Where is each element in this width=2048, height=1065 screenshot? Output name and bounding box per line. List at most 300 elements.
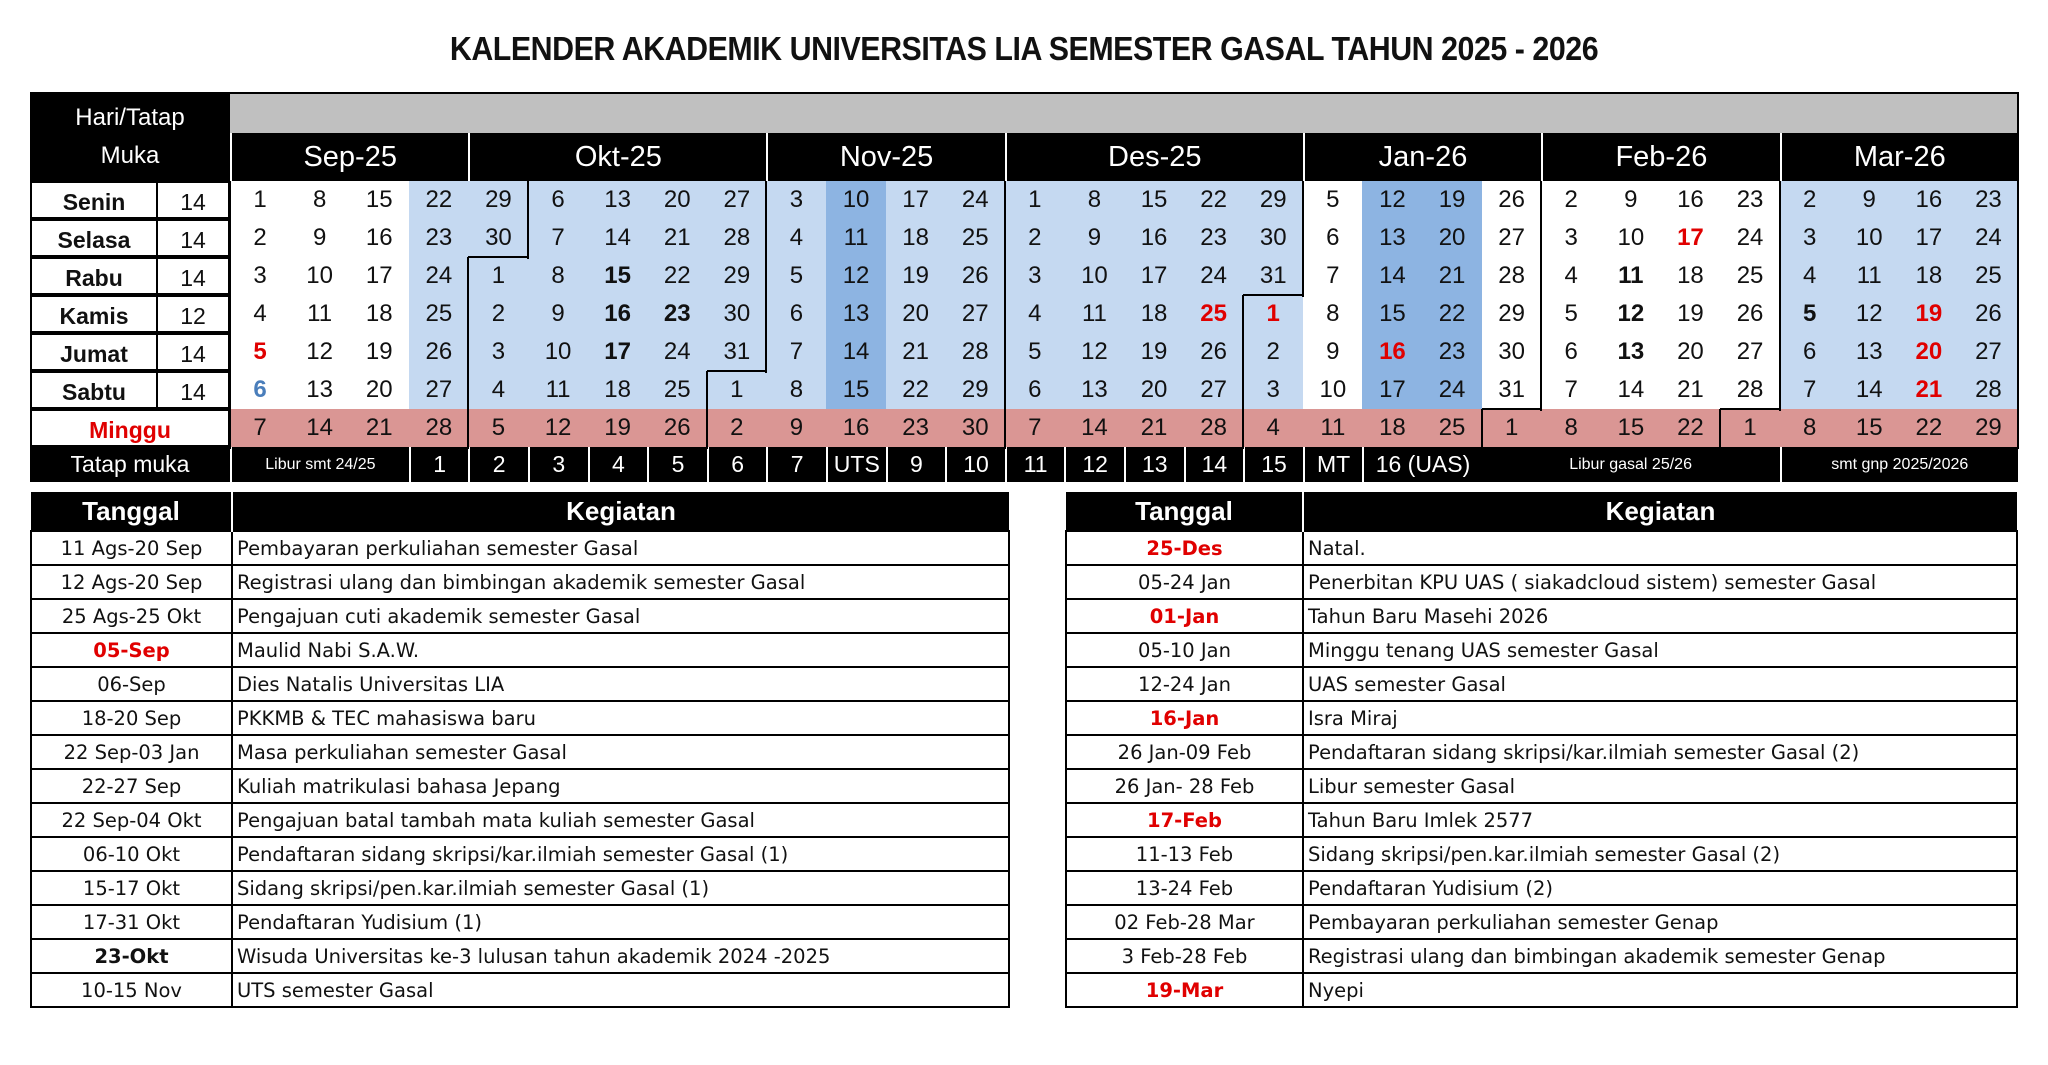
date-cell: 15: [826, 371, 886, 409]
sunday-date-cell: 25: [1422, 409, 1482, 447]
tatap-muka-cell: 1: [409, 447, 469, 482]
activity-description: Sidang skripsi/pen.kar.ilmiah semester Gasal (2): [1303, 837, 2017, 871]
day-header-label: [30, 92, 230, 181]
activity-row: [31, 565, 1009, 599]
date-cell: 3: [1780, 219, 1840, 257]
tatap-muka-cell: 3: [528, 447, 588, 482]
date-cell: 13: [826, 295, 886, 333]
date-cell: 18: [349, 295, 409, 333]
sunday-date-cell: 5: [468, 409, 528, 447]
sunday-date-cell: 21: [1124, 409, 1184, 447]
tatap-muka-cell: 4: [588, 447, 648, 482]
month-boundary-line: [467, 257, 469, 449]
sunday-date-cell: 22: [1660, 409, 1720, 447]
activity-table-right: [1065, 492, 2018, 1008]
tatap-muka-cell: Libur smt 24/25: [230, 447, 409, 482]
date-cell: 8: [290, 181, 350, 219]
month-header: Des-25: [1005, 133, 1303, 181]
sunday-date-cell: 21: [349, 409, 409, 447]
activity-row: [1066, 803, 2017, 837]
date-cell: 16: [1899, 181, 1959, 219]
activity-row: [1066, 701, 2017, 735]
activity-row: [31, 531, 1009, 565]
date-cell: 30: [1482, 333, 1542, 371]
date-cell: 13: [1601, 333, 1661, 371]
date-cell: 18: [1124, 295, 1184, 333]
month-boundary-line: [1540, 181, 1542, 411]
activity-description: Minggu tenang UAS semester Gasal: [1303, 633, 2017, 667]
month-boundary-line: [1243, 294, 1303, 296]
activity-description: Maulid Nabi S.A.W.: [232, 633, 1009, 667]
tatap-muka-cell: 2: [468, 447, 528, 482]
activity-date: 01-Jan: [1066, 599, 1303, 633]
date-cell: 17: [349, 257, 409, 295]
date-cell: 23: [1422, 333, 1482, 371]
date-cell: 28: [945, 333, 1005, 371]
date-cell: 6: [1541, 333, 1601, 371]
activity-description: Dies Natalis Universitas LIA: [232, 667, 1009, 701]
date-cell: 9: [1064, 219, 1124, 257]
activity-date: 17-Feb: [1066, 803, 1303, 837]
activity-row: [1066, 871, 2017, 905]
activity-date: 26 Jan- 28 Feb: [1066, 769, 1303, 803]
date-cell: 25: [1184, 295, 1244, 333]
date-cell: 20: [647, 181, 707, 219]
activity-date: 13-24 Feb: [1066, 871, 1303, 905]
date-cell: 29: [1482, 295, 1542, 333]
date-cell: 11: [1601, 257, 1661, 295]
date-cell: 3: [230, 257, 290, 295]
date-cell: 7: [528, 219, 588, 257]
date-cell: 13: [290, 371, 350, 409]
date-cell: 2: [1541, 181, 1601, 219]
activity-date: 25-Des: [1066, 531, 1303, 565]
date-cell: 14: [826, 333, 886, 371]
date-cell: 18: [886, 219, 946, 257]
sunday-date-cell: 16: [826, 409, 886, 447]
day-name: Senin: [30, 181, 158, 219]
activity-date: 12-24 Jan: [1066, 667, 1303, 701]
date-cell: 12: [1064, 333, 1124, 371]
date-cell: 14: [1839, 371, 1899, 409]
activity-description: Registrasi ulang dan bimbingan akademik semester Genap: [1303, 939, 2017, 973]
date-cell: 25: [945, 219, 1005, 257]
tatap-muka-cell: 15: [1243, 447, 1303, 482]
date-cell: 19: [1899, 295, 1959, 333]
date-cell: 10: [290, 257, 350, 295]
day-name: Jumat: [30, 333, 158, 371]
activity-description: Tahun Baru Masehi 2026: [1303, 599, 2017, 633]
sunday-date-cell: 18: [1362, 409, 1422, 447]
date-cell: 23: [647, 295, 707, 333]
sunday-date-cell: 8: [1780, 409, 1840, 447]
date-cell: 5: [1780, 295, 1840, 333]
activity-description: Natal.: [1303, 531, 2017, 565]
date-cell: 12: [1839, 295, 1899, 333]
date-cell: 17: [1660, 219, 1720, 257]
month-header-row: [230, 133, 2018, 181]
date-cell: 26: [945, 257, 1005, 295]
date-cell: 6: [528, 181, 588, 219]
activity-column-header: Kegiatan: [1303, 492, 2017, 531]
activity-date: 22-27 Sep: [31, 769, 232, 803]
date-cell: 9: [1601, 181, 1661, 219]
date-cell: 24: [1184, 257, 1244, 295]
activity-date: 22 Sep-04 Okt: [31, 803, 232, 837]
activity-date: 17-31 Okt: [31, 905, 232, 939]
activity-row: [1066, 769, 2017, 803]
sunday-date-cell: 15: [1601, 409, 1661, 447]
day-name: Selasa: [30, 219, 158, 257]
date-cell: 27: [1958, 333, 2018, 371]
date-cell: 2: [1243, 333, 1303, 371]
activity-date: 12 Ags-20 Sep: [31, 565, 232, 599]
date-cell: 22: [1422, 295, 1482, 333]
date-cell: 26: [1720, 295, 1780, 333]
date-cell: 9: [1839, 181, 1899, 219]
date-cell: 19: [1422, 181, 1482, 219]
tatap-muka-cell: 10: [945, 447, 1005, 482]
date-cell: 27: [707, 181, 767, 219]
date-column-header: Tanggal: [1066, 492, 1303, 531]
sunday-date-cell: 8: [1541, 409, 1601, 447]
date-cell: 25: [1958, 257, 2018, 295]
date-cell: 18: [1899, 257, 1959, 295]
activity-row: [31, 735, 1009, 769]
month-boundary-line: [527, 181, 529, 259]
month-boundary-line: [1004, 181, 1006, 449]
date-cell: 21: [647, 219, 707, 257]
meeting-count: 14: [156, 181, 230, 219]
date-cell: 11: [1064, 295, 1124, 333]
activity-row: [31, 871, 1009, 905]
activity-description: Libur semester Gasal: [1303, 769, 2017, 803]
activity-description: UAS semester Gasal: [1303, 667, 2017, 701]
activity-row: [31, 667, 1009, 701]
activity-row: [1066, 973, 2017, 1007]
activity-row: [31, 905, 1009, 939]
sunday-date-cell: 30: [945, 409, 1005, 447]
tatap-muka-row: [30, 447, 2018, 482]
date-cell: 17: [1362, 371, 1422, 409]
tatap-muka-cell: 13: [1124, 447, 1184, 482]
date-cell: 28: [1958, 371, 2018, 409]
month-boundary-line: [1302, 181, 1304, 297]
meeting-count: 14: [156, 371, 230, 409]
activity-description: Nyepi: [1303, 973, 2017, 1007]
date-cell: 14: [1601, 371, 1661, 409]
date-cell: 12: [290, 333, 350, 371]
date-cell: 1: [707, 371, 767, 409]
date-cell: 8: [528, 257, 588, 295]
sunday-date-cell: 29: [1958, 409, 2018, 447]
date-cell: 26: [1482, 181, 1542, 219]
date-cell: 15: [588, 257, 648, 295]
date-cell: 27: [409, 371, 469, 409]
date-cell: 6: [1303, 219, 1363, 257]
activity-date: 19-Mar: [1066, 973, 1303, 1007]
date-cell: 7: [1541, 371, 1601, 409]
activity-date: 05-10 Jan: [1066, 633, 1303, 667]
activity-date: 16-Jan: [1066, 701, 1303, 735]
tatap-muka-cell: 12: [1064, 447, 1124, 482]
sunday-date-cell: 4: [1243, 409, 1303, 447]
sunday-date-cell: 12: [528, 409, 588, 447]
date-cell: 1: [1005, 181, 1065, 219]
date-cell: 13: [1064, 371, 1124, 409]
date-cell: 16: [1362, 333, 1422, 371]
date-cell: 7: [1780, 371, 1840, 409]
date-cell: 12: [1601, 295, 1661, 333]
date-cell: 4: [766, 219, 826, 257]
activity-row: [1066, 939, 2017, 973]
activity-table-left: [30, 492, 1010, 1008]
day-name: Sabtu: [30, 371, 158, 409]
date-cell: 20: [349, 371, 409, 409]
date-cell: 12: [826, 257, 886, 295]
month-boundary-line: [765, 181, 767, 373]
date-cell: 21: [886, 333, 946, 371]
date-cell: 7: [1303, 257, 1363, 295]
date-cell: 8: [1303, 295, 1363, 333]
activity-description: Pendaftaran sidang skripsi/kar.ilmiah semester Gasal (1): [232, 837, 1009, 871]
gray-header-band: [230, 92, 2018, 133]
date-cell: 14: [588, 219, 648, 257]
sunday-date-cell: 15: [1839, 409, 1899, 447]
date-cell: 28: [1482, 257, 1542, 295]
date-cell: 19: [349, 333, 409, 371]
activity-description: Penerbitan KPU UAS ( siakadcloud sistem) semester Gasal: [1303, 565, 2017, 599]
academic-calendar-grid: [30, 92, 2018, 482]
date-cell: 27: [1482, 219, 1542, 257]
activity-description: Pendaftaran sidang skripsi/kar.ilmiah semester Gasal (2): [1303, 735, 2017, 769]
date-cell: 10: [1303, 371, 1363, 409]
date-cell: 24: [409, 257, 469, 295]
meeting-count: 14: [156, 257, 230, 295]
date-cell: 31: [707, 333, 767, 371]
date-cell: 26: [409, 333, 469, 371]
date-cell: 6: [766, 295, 826, 333]
date-cell: 28: [707, 219, 767, 257]
month-header: Okt-25: [468, 133, 766, 181]
sunday-date-cell: 1: [1720, 409, 1780, 447]
date-cell: 22: [647, 257, 707, 295]
activity-description: UTS semester Gasal: [232, 973, 1009, 1007]
activity-description: PKKMB & TEC mahasiswa baru: [232, 701, 1009, 735]
activity-description: Isra Miraj: [1303, 701, 2017, 735]
tatap-muka-cell: 14: [1184, 447, 1244, 482]
date-cell: 30: [468, 219, 528, 257]
date-cell: 20: [1660, 333, 1720, 371]
date-cell: 6: [230, 371, 290, 409]
date-cell: 11: [1839, 257, 1899, 295]
activity-description: Registrasi ulang dan bimbingan akademik semester Gasal: [232, 565, 1009, 599]
month-boundary-line: [468, 256, 528, 258]
month-boundary-line: [1779, 181, 1781, 411]
sunday-date-cell: 1: [1482, 409, 1542, 447]
sunday-date-cell: 14: [1064, 409, 1124, 447]
date-cell: 10: [826, 181, 886, 219]
date-cell: 28: [1720, 371, 1780, 409]
activity-description: Kuliah matrikulasi bahasa Jepang: [232, 769, 1009, 803]
activity-date: 11 Ags-20 Sep: [31, 531, 232, 565]
date-cell: 6: [1005, 371, 1065, 409]
date-cell: 16: [588, 295, 648, 333]
tatap-muka-cell: Libur gasal 25/26: [1569, 456, 1692, 473]
date-cell: 13: [1839, 333, 1899, 371]
date-cell: 20: [1124, 371, 1184, 409]
sunday-date-cell: 2: [707, 409, 767, 447]
date-cell: 22: [1184, 181, 1244, 219]
date-cell: 16: [349, 219, 409, 257]
activity-description: Wisuda Universitas ke-3 lulusan tahun akademik 2024 -2025: [232, 939, 1009, 973]
month-boundary-line: [1481, 409, 1483, 449]
date-cell: 11: [528, 371, 588, 409]
activity-row: [1066, 667, 2017, 701]
month-boundary-line: [1242, 295, 1244, 449]
activity-date: 11-13 Feb: [1066, 837, 1303, 871]
tatap-muka-cell: 6: [707, 447, 767, 482]
activity-description: Pembayaran perkuliahan semester Genap: [1303, 905, 2017, 939]
date-cell: 17: [886, 181, 946, 219]
activity-row: [1066, 633, 2017, 667]
meeting-count: 14: [156, 333, 230, 371]
date-cell: 24: [647, 333, 707, 371]
activity-description: Pengajuan batal tambah mata kuliah semester Gasal: [232, 803, 1009, 837]
date-cell: 5: [1303, 181, 1363, 219]
activity-description: Pendaftaran Yudisium (1): [232, 905, 1009, 939]
date-cell: 21: [1660, 371, 1720, 409]
month-boundary-line: [707, 370, 767, 372]
date-cell: 24: [1958, 219, 2018, 257]
date-cell: 23: [409, 219, 469, 257]
activity-date: 15-17 Okt: [31, 871, 232, 905]
activity-row: [31, 769, 1009, 803]
sunday-date-cell: 19: [588, 409, 648, 447]
activity-date: 25 Ags-25 Okt: [31, 599, 232, 633]
date-cell: 2: [468, 295, 528, 333]
sunday-date-cell: 14: [290, 409, 350, 447]
date-cell: 20: [1899, 333, 1959, 371]
activity-row: [1066, 531, 2017, 565]
sunday-date-cell: 11: [1303, 409, 1363, 447]
date-cell: 2: [1005, 219, 1065, 257]
date-cell: 6: [1780, 333, 1840, 371]
month-boundary-line: [1482, 408, 1542, 410]
date-cell: 11: [826, 219, 886, 257]
day-name: Kamis: [30, 295, 158, 333]
date-cell: 27: [1184, 371, 1244, 409]
date-cell: 24: [945, 181, 1005, 219]
date-cell: 25: [647, 371, 707, 409]
date-cell: 17: [1899, 219, 1959, 257]
month-header: Sep-25: [230, 133, 468, 181]
sunday-date-cell: 9: [766, 409, 826, 447]
date-cell: 25: [409, 295, 469, 333]
date-cell: 4: [468, 371, 528, 409]
day-name: Rabu: [30, 257, 158, 295]
date-cell: 13: [588, 181, 648, 219]
date-cell: 17: [588, 333, 648, 371]
sunday-date-cell: 23: [886, 409, 946, 447]
activity-description: Sidang skripsi/pen.kar.ilmiah semester Gasal (1): [232, 871, 1009, 905]
date-cell: 24: [1720, 219, 1780, 257]
activity-description: Pendaftaran Yudisium (2): [1303, 871, 2017, 905]
date-cell: 8: [766, 371, 826, 409]
activity-date: 06-Sep: [31, 667, 232, 701]
sunday-date-cell: 22: [1899, 409, 1959, 447]
date-cell: 4: [230, 295, 290, 333]
activity-row: [31, 803, 1009, 837]
date-cell: 24: [1422, 371, 1482, 409]
date-cell: 15: [349, 181, 409, 219]
month-header: Feb-26: [1541, 133, 1779, 181]
date-cell: 16: [1660, 181, 1720, 219]
date-cell: 9: [290, 219, 350, 257]
activity-row: [31, 939, 1009, 973]
date-cell: 3: [1541, 219, 1601, 257]
date-cell: 26: [1958, 295, 2018, 333]
sunday-label: Minggu: [30, 409, 230, 447]
date-cell: 3: [766, 181, 826, 219]
date-cell: 29: [468, 181, 528, 219]
date-cell: 20: [1422, 219, 1482, 257]
activity-date: 26 Jan-09 Feb: [1066, 735, 1303, 769]
date-cell: 22: [886, 371, 946, 409]
date-cell: 5: [1005, 333, 1065, 371]
date-cell: 30: [707, 295, 767, 333]
activity-row: [31, 701, 1009, 735]
date-cell: 16: [1124, 219, 1184, 257]
activity-date: 05-24 Jan: [1066, 565, 1303, 599]
date-cell: 29: [1243, 181, 1303, 219]
activity-date: 10-15 Nov: [31, 973, 232, 1007]
date-cell: 9: [528, 295, 588, 333]
date-column-header: Tanggal: [31, 492, 232, 531]
date-cell: 5: [1541, 295, 1601, 333]
sunday-date-cell: 28: [409, 409, 469, 447]
date-cell: 4: [1541, 257, 1601, 295]
sunday-date-cell: 7: [1005, 409, 1065, 447]
activity-description: Tahun Baru Imlek 2577: [1303, 803, 2017, 837]
activity-date: 18-20 Sep: [31, 701, 232, 735]
month-boundary-line: [1719, 409, 1721, 449]
date-cell: 29: [945, 371, 1005, 409]
activity-date: 22 Sep-03 Jan: [31, 735, 232, 769]
date-cell: 10: [1601, 219, 1661, 257]
date-cell: 2: [230, 219, 290, 257]
activity-row: [1066, 599, 2017, 633]
date-cell: 12: [1362, 181, 1422, 219]
activity-row: [1066, 735, 2017, 769]
date-cell: 27: [1720, 333, 1780, 371]
meeting-count: 12: [156, 295, 230, 333]
tatap-muka-cell: 11: [1005, 447, 1065, 482]
activity-row: [1066, 565, 2017, 599]
activity-row: [1066, 905, 2017, 939]
activity-table-header: [31, 492, 1009, 531]
activity-table-header: [1066, 492, 2017, 531]
date-cell: 30: [1243, 219, 1303, 257]
date-cell: 29: [707, 257, 767, 295]
date-cell: 23: [1720, 181, 1780, 219]
tatap-muka-label: Tatap muka: [70, 451, 190, 477]
activity-row: [31, 633, 1009, 667]
activity-row: [31, 973, 1009, 1007]
date-cell: 21: [1422, 257, 1482, 295]
tatap-muka-cell: 7: [766, 447, 826, 482]
date-cell: 31: [1482, 371, 1542, 409]
